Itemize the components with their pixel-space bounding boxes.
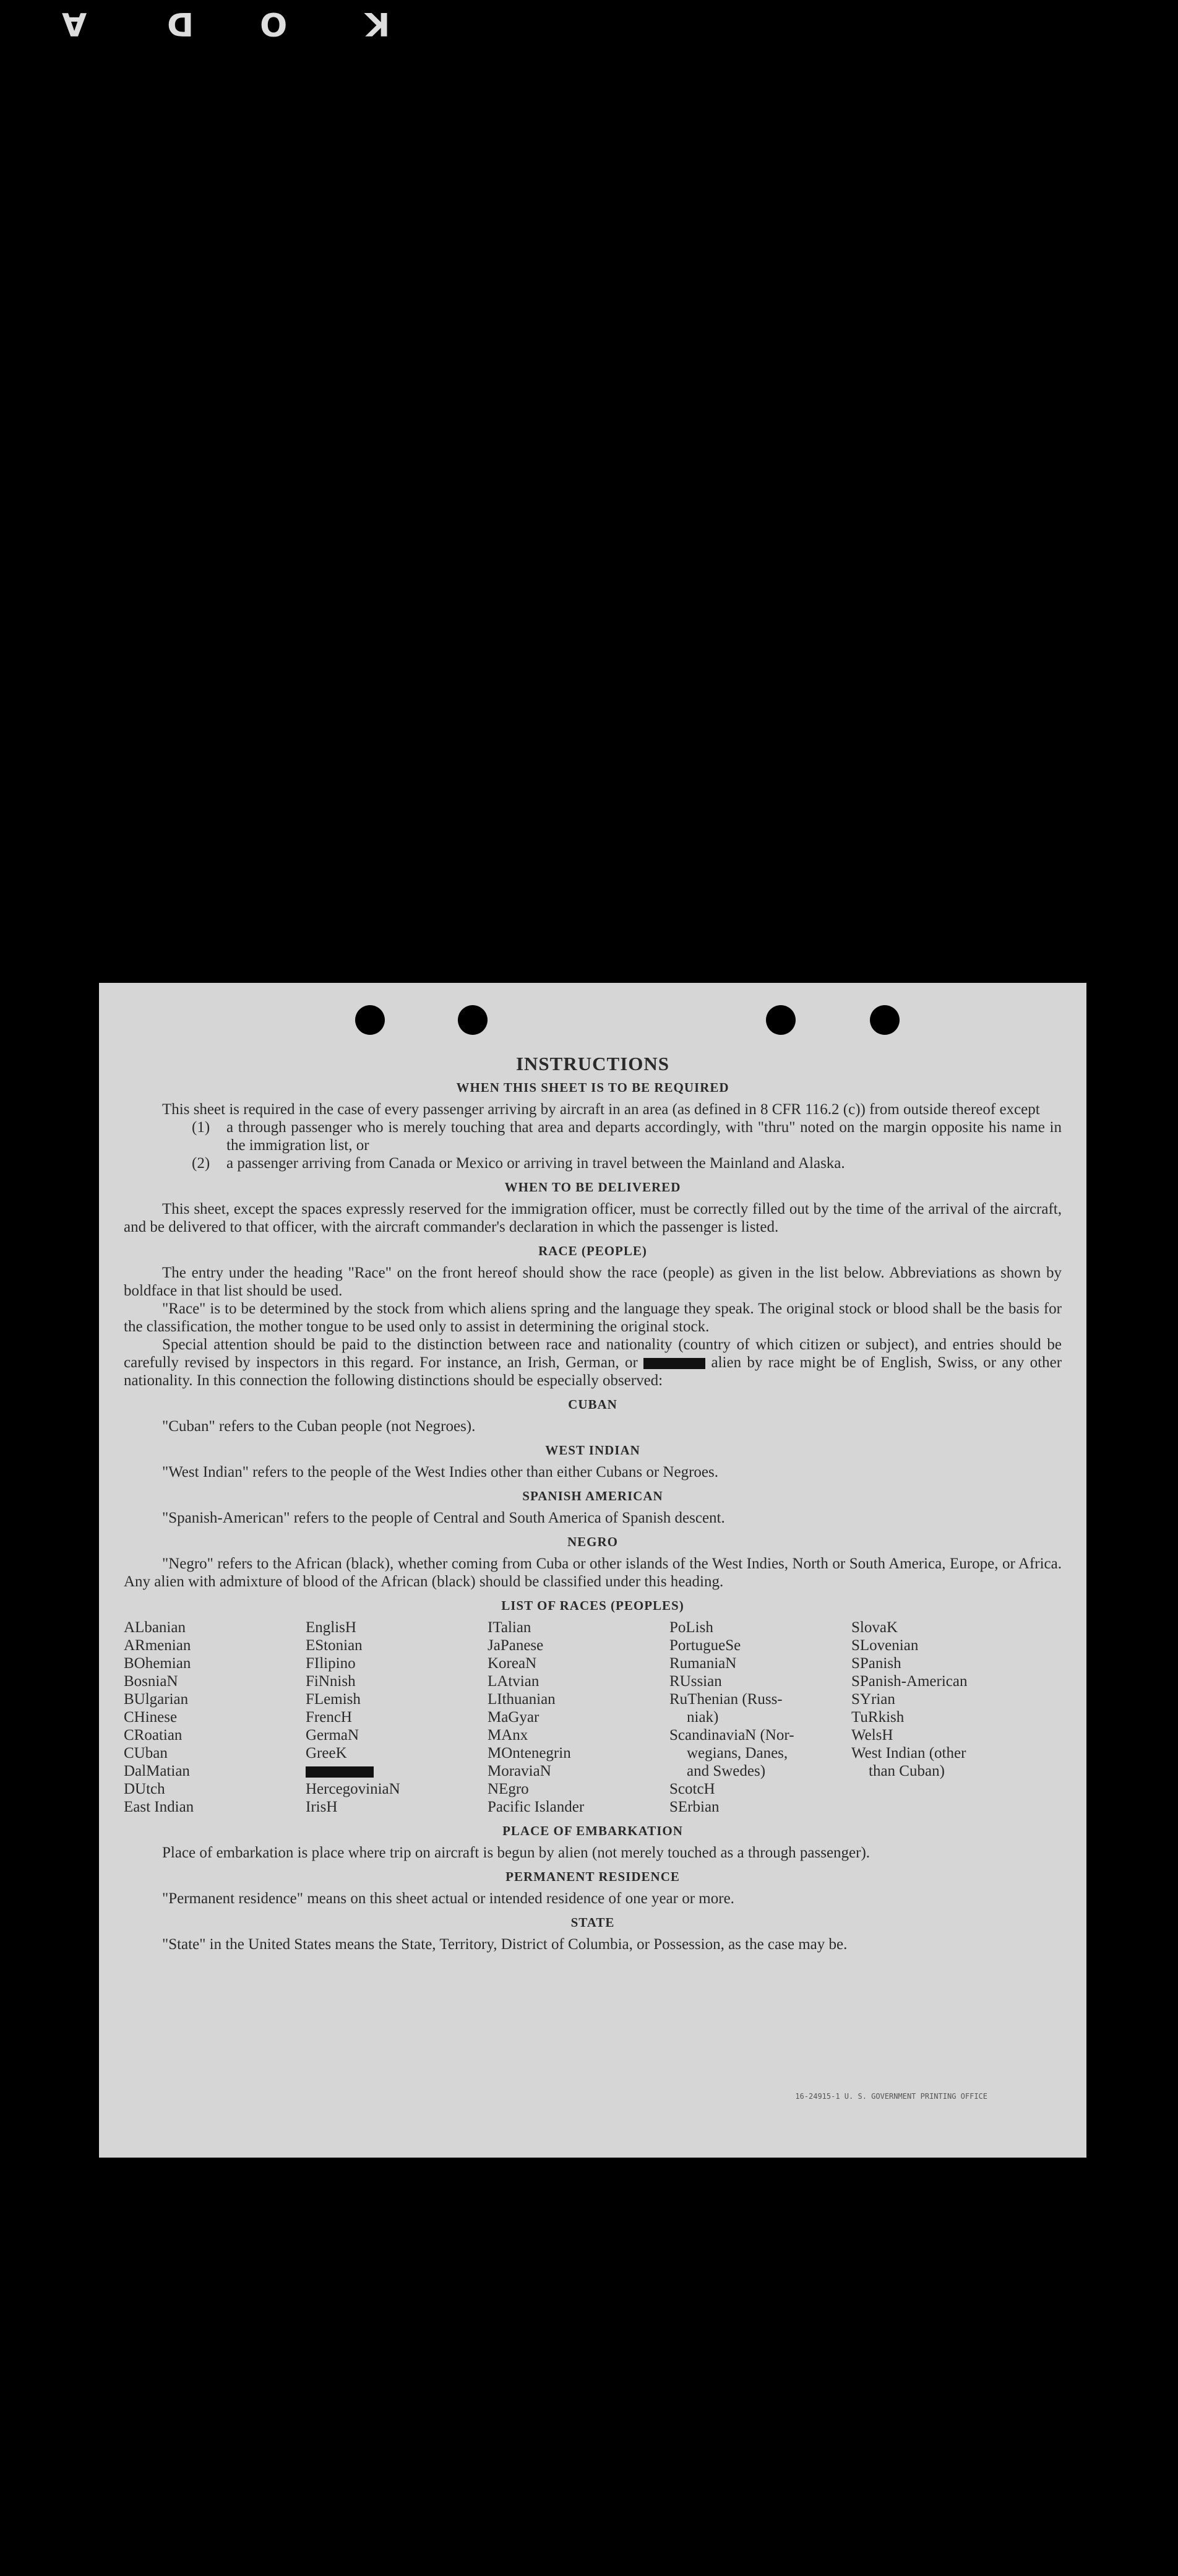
race-entry: ScandinaviaN (Nor- [669, 1727, 794, 1744]
race-entry: SlovaK [851, 1619, 898, 1636]
paragraph: "Negro" refers to the African (black), whether coming from Cuba or other islands of the West Indies, North or South America, Europe, or Africa. Any alien with admixture of blood of the African (black) should be classified under this heading. [124, 1555, 1062, 1590]
paragraph: This sheet, except the spaces expressly reserved for the immigration officer, must be correctly filled out by the time of the arrival of the aircraft, and be delivered to that officer, with the aircraft commander's declaration in which the passenger is listed. [124, 1201, 1062, 1235]
race-entry: MOntenegrin [488, 1745, 571, 1761]
race-entry: ARmenian [124, 1637, 191, 1654]
paragraph: This sheet is required in the case of every passenger arriving by aircraft in an area (as defined in 8 CFR 116.2 (c)) from outside thereof except [162, 1101, 1040, 1118]
race-entry: than Cuban) [869, 1763, 945, 1779]
race-entry: niak) [687, 1709, 719, 1726]
races-column [488, 1619, 669, 1816]
race-entry: SPanish [851, 1655, 901, 1672]
paragraph [124, 1336, 1062, 1390]
race-entry: IrisH [306, 1799, 338, 1815]
film-edge-mark: A [62, 5, 87, 42]
races-column [306, 1619, 488, 1816]
race-entry: FiNnish [306, 1673, 356, 1690]
race-entry: FIlipino [306, 1655, 356, 1672]
race-entry: EnglisH [306, 1619, 356, 1636]
item-number: (2) [192, 1155, 210, 1172]
section-heading: PLACE OF EMBARKATION [502, 1823, 683, 1838]
race-entry: NEgro [488, 1781, 529, 1797]
instruction-sheet [99, 983, 1086, 2158]
film-edge-mark: K [365, 5, 390, 42]
paragraph: The entry under the heading "Race" on the front hereof should show the race (people) as given in the list below. Abbreviations as shown by boldface in that list should be used. [124, 1264, 1062, 1299]
paragraph: "West Indian" refers to the people of the West Indies other than either Cubans or Negroes. [162, 1464, 718, 1480]
page-title: INSTRUCTIONS [515, 1053, 669, 1074]
race-entry: SPanish-American [851, 1673, 968, 1690]
section-heading: WHEN THIS SHEET IS TO BE REQUIRED [456, 1080, 729, 1095]
races-column [669, 1619, 851, 1816]
race-entry: HercegoviniaN [306, 1781, 400, 1797]
section-heading: STATE [570, 1915, 615, 1930]
race-entry: ALbanian [124, 1619, 186, 1636]
race-entry: RumaniaN [669, 1655, 737, 1672]
race-entry: GreeK [306, 1745, 347, 1761]
paragraph: "Cuban" refers to the Cuban people (not Negroes). [162, 1418, 476, 1435]
list-item [192, 1118, 1062, 1154]
race-entry: TuRkish [851, 1709, 905, 1726]
section-heading: WEST INDIAN [545, 1443, 640, 1458]
paragraph: "Spanish-American" refers to the people of Central and South America of Spanish descent. [162, 1510, 725, 1526]
race-entry: SErbian [669, 1799, 720, 1815]
race-entry: BUlgarian [124, 1691, 189, 1708]
redaction-mark [306, 1766, 374, 1778]
race-entry: BOhemian [124, 1655, 191, 1672]
punch-hole [458, 1005, 488, 1035]
film-edge-mark: O [260, 5, 288, 42]
race-entry: East Indian [124, 1799, 194, 1815]
race-entry: PoLish [669, 1619, 713, 1636]
race-entry: MaGyar [488, 1709, 540, 1726]
section-heading: LIST OF RACES (PEOPLES) [501, 1598, 684, 1613]
instructions-content [124, 1055, 1062, 1953]
race-entry: CUban [124, 1745, 168, 1761]
list-item [192, 1154, 1062, 1172]
race-entry: DalMatian [124, 1763, 190, 1779]
race-entry: and Swedes) [687, 1763, 766, 1779]
section-heading: WHEN TO BE DELIVERED [504, 1180, 681, 1195]
race-entry: RuThenian (Russ- [669, 1691, 783, 1708]
race-entry: WelsH [851, 1727, 893, 1744]
paragraph-text: alien by race might be of English, Swiss, or any other nationality. In this connection the following distinctions should be especially observed: [124, 1354, 1062, 1389]
race-entry: FLemish [306, 1691, 361, 1708]
section-heading: PERMANENT RESIDENCE [505, 1869, 680, 1884]
film-edge-mark: D [167, 5, 194, 42]
paragraph: Place of embarkation is place where trip on aircraft is begun by alien (not merely touched as a through passenger). [162, 1844, 871, 1861]
section-heading: RACE (PEOPLE) [538, 1243, 647, 1258]
race-entry: SYrian [851, 1691, 895, 1708]
punch-hole [766, 1005, 796, 1035]
race-entry: DUtch [124, 1781, 165, 1797]
race-entry: West Indian (other [851, 1745, 966, 1761]
section-heading: SPANISH AMERICAN [522, 1489, 663, 1503]
redaction-mark [643, 1358, 705, 1369]
item-text: a passenger arriving from Canada or Mexico or arriving in travel between the Mainland and Alaska. [226, 1155, 845, 1172]
race-entry: BosniaN [124, 1673, 178, 1690]
print-office-footnote: 16-24915-1 U. S. GOVERNMENT PRINTING OFFICE [795, 2092, 987, 2101]
punch-hole [870, 1005, 900, 1035]
race-entry: wegians, Danes, [687, 1745, 788, 1761]
paragraph-text: Special attention should be paid to the distinction between race and nationality (country of which citizen or subject), and entries should be carefully revised by inspectors in this regard. For instance, an Irish, German, or [124, 1336, 1062, 1371]
race-entry: PortugueSe [669, 1637, 741, 1654]
race-entry: MoraviaN [488, 1763, 551, 1779]
item-text: a through passenger who is merely touching that area and departs accordingly, with "thru" noted on the margin opposite his name in the immigration list, or [226, 1119, 1062, 1154]
paragraph: "Permanent residence" means on this sheet actual or intended residence of one year or more. [162, 1890, 734, 1907]
race-entry: CHinese [124, 1709, 178, 1726]
race-entry: RUssian [669, 1673, 722, 1690]
race-entry [306, 1762, 488, 1780]
races-column [124, 1619, 306, 1816]
races-list [124, 1619, 1062, 1816]
punch-hole [355, 1005, 385, 1035]
race-entry: ITalian [488, 1619, 531, 1636]
race-entry: LIthuanian [488, 1691, 556, 1708]
race-entry: Pacific Islander [488, 1799, 585, 1815]
race-entry: KoreaN [488, 1655, 537, 1672]
race-entry: FrencH [306, 1709, 352, 1726]
races-column [851, 1619, 1062, 1816]
race-entry: EStonian [306, 1637, 363, 1654]
paragraph: "State" in the United States means the State, Territory, District of Columbia, or Possession, as the case may be. [162, 1936, 848, 1953]
race-entry: SLovenian [851, 1637, 919, 1654]
race-entry: GermaN [306, 1727, 359, 1744]
section-heading: NEGRO [567, 1534, 618, 1549]
race-entry: CRoatian [124, 1727, 183, 1744]
race-entry: LAtvian [488, 1673, 540, 1690]
race-entry: JaPanese [488, 1637, 544, 1654]
race-entry: MAnx [488, 1727, 528, 1744]
section-heading: CUBAN [568, 1397, 617, 1412]
item-number: (1) [192, 1119, 210, 1136]
race-entry: ScotcH [669, 1781, 715, 1797]
paragraph: "Race" is to be determined by the stock from which aliens spring and the language they speak. The original stock or blood shall be the basis for the classification, the mother tongue to be used only to assist in determining the original stock. [124, 1300, 1062, 1335]
